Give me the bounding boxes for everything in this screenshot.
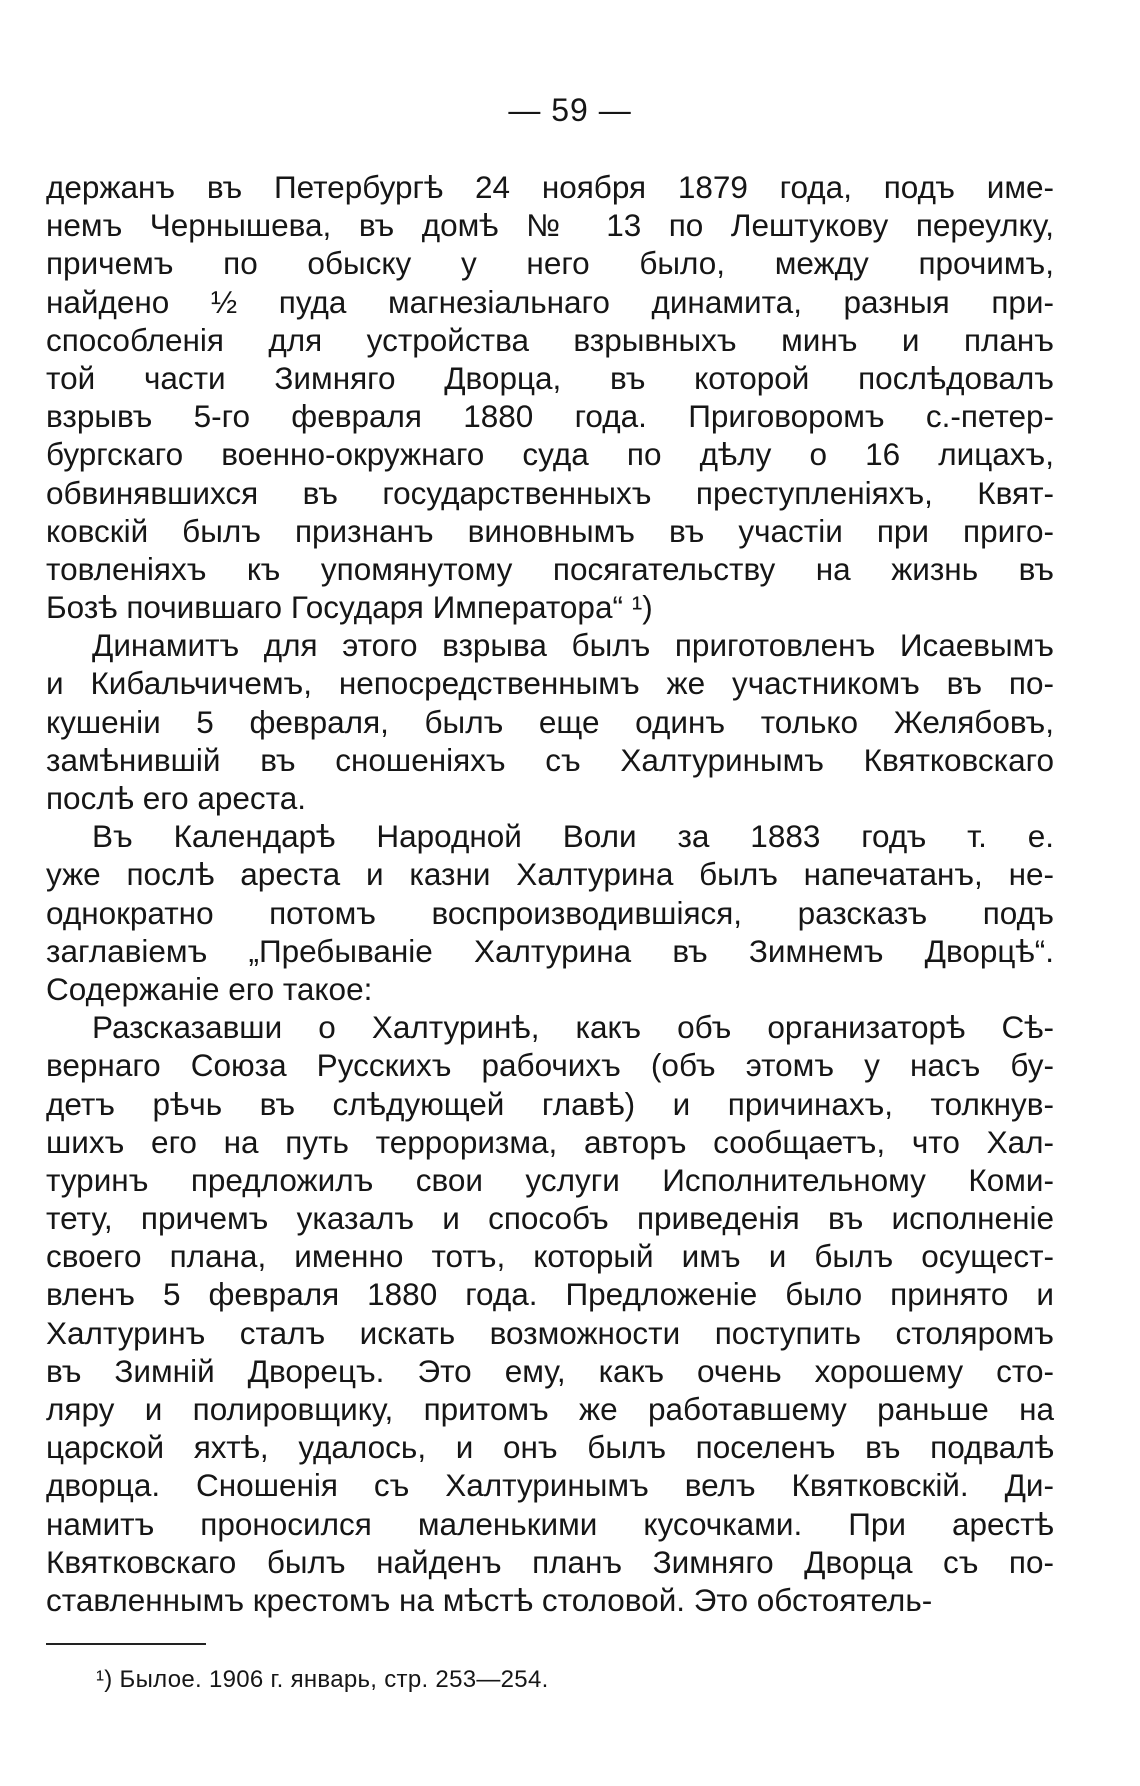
text-line: ставленнымъ крестомъ на мѣстѣ столовой. Это обстоятель- <box>46 1581 933 1618</box>
text-line: Динамитъ для этого взрыва былъ приготовленъ Исаевымъ <box>92 627 1054 664</box>
text-line: туринъ предложилъ свои услуги Исполнительному Коми- <box>46 1161 1054 1198</box>
text-line: ляру и полировщику, притомъ же работавшему раньше на <box>46 1391 1054 1427</box>
text-line: держанъ въ Петербургѣ 24 ноября 1879 года, подъ име- <box>46 169 1054 205</box>
footnote-divider <box>46 1643 206 1645</box>
text-line: уже послѣ ареста и казни Халтурина былъ напечатанъ, не- <box>46 856 1054 893</box>
footnote: ¹) Былое. 1906 г. январь, стр. 253—254. <box>96 1666 549 1693</box>
text-line: вернаго Союза Русскихъ рабочихъ (объ этомъ у насъ бу- <box>46 1047 1054 1084</box>
text-line: Разсказавши о Халтуринѣ, какъ объ организаторѣ Сѣ- <box>92 1009 1054 1046</box>
paragraph <box>46 168 1054 626</box>
paragraph <box>46 626 1054 817</box>
text-line: бургскаго военно-окружнаго суда по дѣлу о 16 лицахъ, <box>46 436 1054 473</box>
text-line: однократно потомъ воспроизводившіяся, разсказъ подъ <box>46 894 1054 931</box>
text-line: замѣнившій въ сношеніяхъ съ Халтуринымъ Квятковскаго <box>46 741 1054 778</box>
text-line: Бозѣ почившаго Государя Императора“ ¹) <box>46 589 653 626</box>
text-line: кушеніи 5 февраля, былъ еще одинъ только Желябовъ, <box>46 703 1054 740</box>
text-line: заглавіемъ „Пребываніе Халтурина въ Зимнемъ Дворцѣ“. <box>46 932 1054 969</box>
paragraph <box>46 1008 1054 1619</box>
text-line: и Кибальчичемъ, непосредственнымъ же участникомъ въ по- <box>46 665 1054 702</box>
text-line: детъ рѣчь въ слѣдующей главѣ) и причинахъ, толкнув- <box>46 1085 1054 1122</box>
main-text <box>46 168 1054 1619</box>
text-line: той части Зимняго Дворца, въ которой послѣдовалъ <box>46 359 1054 396</box>
text-line: Квятковскаго былъ найденъ планъ Зимняго Дворца съ по- <box>46 1543 1054 1580</box>
text-line: Содержаніе его такое: <box>46 970 373 1007</box>
text-line: найдено ½ пуда магнезіальнаго динамита, разныя при- <box>46 283 1054 320</box>
text-line: способленія для устройства взрывныхъ минъ и планъ <box>46 321 1054 358</box>
text-line: Въ Календарѣ Народной Воли за 1883 годъ т. е. <box>92 818 1054 855</box>
text-line: немъ Чернышева, въ домѣ № 13 по Лештукову переулку, <box>46 207 1054 244</box>
text-line: Халтуринъ сталъ искать возможности поступить столяромъ <box>46 1314 1054 1351</box>
text-line: ковскій былъ признанъ виновнымъ въ участіи при приго- <box>46 512 1054 549</box>
text-line: послѣ его ареста. <box>46 780 306 816</box>
text-line: вленъ 5 февраля 1880 года. Предложеніе было принято и <box>46 1276 1054 1313</box>
text-line: царской яхтѣ, удалось, и онъ былъ поселенъ въ подвалѣ <box>46 1429 1054 1466</box>
text-line: въ Зимній Дворецъ. Это ему, какъ очень хорошему сто- <box>46 1352 1054 1389</box>
text-line: своего плана, именно тотъ, который имъ и былъ осущест- <box>46 1238 1054 1275</box>
text-line: товленіяхъ къ упомянутому посягательству на жизнь въ <box>46 550 1054 587</box>
text-line: взрывъ 5-го февраля 1880 года. Приговоромъ с.-петер- <box>46 398 1054 435</box>
text-line: намитъ проносился маленькими кусочками. При арестѣ <box>46 1505 1054 1542</box>
page-number: — 59 — <box>508 92 632 128</box>
paragraph <box>46 817 1054 1008</box>
text-line: обвинявшихся въ государственныхъ преступленіяхъ, Квят- <box>46 474 1054 511</box>
text-line: шихъ его на путь терроризма, авторъ сообщаетъ, что Хал- <box>46 1123 1054 1160</box>
text-line: причемъ по обыску у него было, между прочимъ, <box>46 245 1054 282</box>
text-line: дворца. Сношенія съ Халтуринымъ велъ Квятковскій. Ди- <box>46 1467 1054 1504</box>
text-line: тету, причемъ указалъ и способъ приведенія въ исполненіе <box>46 1200 1054 1237</box>
